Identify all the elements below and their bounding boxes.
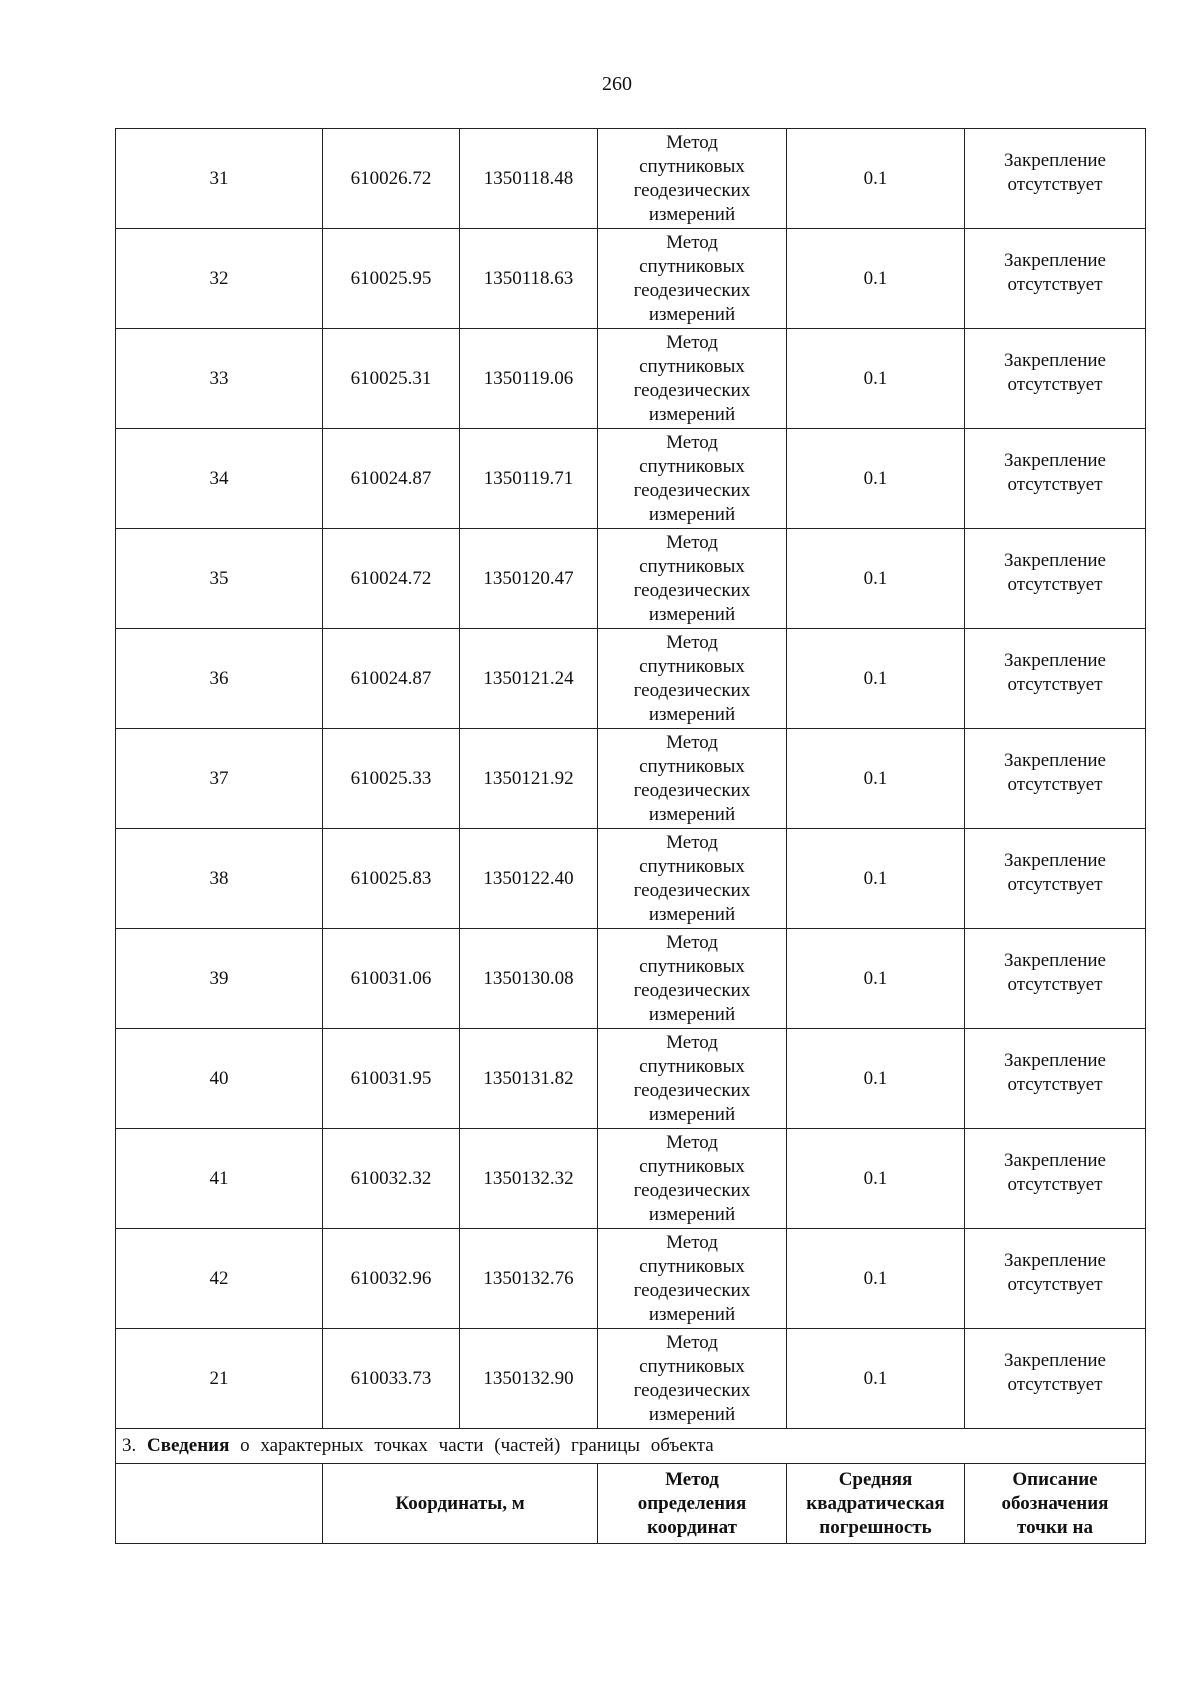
method-line: спутниковых	[639, 855, 745, 877]
fixing-line: Закрепление	[1004, 649, 1106, 671]
x-coordinate-cell: 610032.32	[323, 1129, 460, 1229]
method-line: геодезических	[633, 379, 751, 401]
point-number-cell: 21	[116, 1329, 323, 1429]
method-line: спутниковых	[639, 1155, 745, 1177]
method-line: спутниковых	[639, 955, 745, 977]
y-coordinate-cell: 1350121.24	[460, 629, 598, 729]
point-number-cell: 37	[116, 729, 323, 829]
fixing-cell	[965, 729, 1146, 829]
x-coordinate-cell: 610025.33	[323, 729, 460, 829]
header-description-line: точки на	[1017, 1516, 1093, 1538]
method-line: геодезических	[633, 1079, 751, 1101]
header-accuracy	[787, 1464, 965, 1544]
method-line: Метод	[666, 1231, 718, 1253]
table-body	[116, 129, 1146, 1429]
point-number-cell: 42	[116, 1229, 323, 1329]
header-method	[598, 1464, 787, 1544]
fixing-line: Закрепление	[1004, 849, 1106, 871]
header-accuracy-line: квадратическая	[806, 1492, 945, 1514]
point-number-cell: 35	[116, 529, 323, 629]
x-coordinate-cell: 610025.83	[323, 829, 460, 929]
method-line: Метод	[666, 1331, 718, 1353]
method-line: спутниковых	[639, 455, 745, 477]
table-row	[116, 1029, 1146, 1129]
method-line: геодезических	[633, 979, 751, 1001]
fixing-cell	[965, 1129, 1146, 1229]
method-line: измерений	[648, 503, 736, 525]
y-coordinate-cell: 1350131.82	[460, 1029, 598, 1129]
x-coordinate-cell: 610032.96	[323, 1229, 460, 1329]
fixing-cell	[965, 1029, 1146, 1129]
x-coordinate-cell: 610033.73	[323, 1329, 460, 1429]
point-number-cell: 33	[116, 329, 323, 429]
y-coordinate-cell: 1350119.06	[460, 329, 598, 429]
method-cell	[598, 329, 787, 429]
section-row	[116, 1429, 1146, 1464]
fixing-line: отсутствует	[1007, 173, 1103, 195]
y-coordinate-cell: 1350121.92	[460, 729, 598, 829]
x-coordinate-cell: 610025.95	[323, 229, 460, 329]
method-cell	[598, 1129, 787, 1229]
method-line: спутниковых	[639, 655, 745, 677]
x-coordinate-cell: 610024.87	[323, 429, 460, 529]
method-line: геодезических	[633, 1379, 751, 1401]
fixing-line: отсутствует	[1007, 973, 1103, 995]
method-line: Метод	[666, 531, 718, 553]
method-line: геодезических	[633, 279, 751, 301]
x-coordinate-cell: 610024.87	[323, 629, 460, 729]
method-cell	[598, 629, 787, 729]
table-row	[116, 329, 1146, 429]
fixing-line: отсутствует	[1007, 773, 1103, 795]
fixing-line: отсутствует	[1007, 673, 1103, 695]
fixing-line: Закрепление	[1004, 249, 1106, 271]
header-method-line: координат	[647, 1516, 737, 1538]
method-line: измерений	[648, 803, 736, 825]
method-cell	[598, 429, 787, 529]
fixing-cell	[965, 829, 1146, 929]
method-line: Метод	[666, 231, 718, 253]
method-line: измерений	[648, 303, 736, 325]
fixing-cell	[965, 229, 1146, 329]
y-coordinate-cell: 1350120.47	[460, 529, 598, 629]
accuracy-cell: 0.1	[787, 1229, 965, 1329]
accuracy-cell: 0.1	[787, 1329, 965, 1429]
method-cell	[598, 729, 787, 829]
method-line: измерений	[648, 1103, 736, 1125]
method-cell	[598, 229, 787, 329]
method-line: Метод	[666, 831, 718, 853]
table-row	[116, 729, 1146, 829]
method-line: геодезических	[633, 179, 751, 201]
fixing-cell	[965, 629, 1146, 729]
method-line: измерений	[648, 1303, 736, 1325]
table-row	[116, 929, 1146, 1029]
fixing-cell	[965, 429, 1146, 529]
fixing-line: отсутствует	[1007, 1173, 1103, 1195]
accuracy-cell: 0.1	[787, 829, 965, 929]
fixing-cell	[965, 329, 1146, 429]
header-description	[965, 1464, 1146, 1544]
method-line: Метод	[666, 131, 718, 153]
accuracy-cell: 0.1	[787, 229, 965, 329]
method-line: измерений	[648, 1403, 736, 1425]
method-line: геодезических	[633, 679, 751, 701]
header-empty-cell	[116, 1464, 323, 1544]
table-row	[116, 629, 1146, 729]
method-line: спутниковых	[639, 1255, 745, 1277]
page-number: 260	[602, 73, 632, 95]
table-row	[116, 429, 1146, 529]
header-description-line: обозначения	[1001, 1492, 1109, 1514]
y-coordinate-cell: 1350132.90	[460, 1329, 598, 1429]
fixing-line: отсутствует	[1007, 573, 1103, 595]
table-row	[116, 1129, 1146, 1229]
table-row	[116, 129, 1146, 229]
header-method-line: определения	[637, 1492, 747, 1514]
accuracy-cell: 0.1	[787, 729, 965, 829]
method-line: спутниковых	[639, 155, 745, 177]
method-cell	[598, 129, 787, 229]
header-row	[116, 1464, 1146, 1544]
method-line: измерений	[648, 1203, 736, 1225]
x-coordinate-cell: 610025.31	[323, 329, 460, 429]
table-row	[116, 1329, 1146, 1429]
method-cell	[598, 529, 787, 629]
header-method-line: Метод	[665, 1468, 719, 1490]
y-coordinate-cell: 1350132.76	[460, 1229, 598, 1329]
accuracy-cell: 0.1	[787, 429, 965, 529]
method-line: геодезических	[633, 779, 751, 801]
method-cell	[598, 1029, 787, 1129]
fixing-line: отсутствует	[1007, 473, 1103, 495]
method-line: измерений	[648, 703, 736, 725]
y-coordinate-cell: 1350118.63	[460, 229, 598, 329]
fixing-cell	[965, 1329, 1146, 1429]
method-cell	[598, 829, 787, 929]
method-line: спутниковых	[639, 555, 745, 577]
fixing-line: Закрепление	[1004, 1049, 1106, 1071]
x-coordinate-cell: 610024.72	[323, 529, 460, 629]
method-line: измерений	[648, 1003, 736, 1025]
method-line: измерений	[648, 403, 736, 425]
method-line: Метод	[666, 1131, 718, 1153]
accuracy-cell: 0.1	[787, 929, 965, 1029]
method-line: геодезических	[633, 479, 751, 501]
method-line: спутниковых	[639, 355, 745, 377]
accuracy-cell: 0.1	[787, 1129, 965, 1229]
fixing-line: Закрепление	[1004, 549, 1106, 571]
fixing-line: Закрепление	[1004, 749, 1106, 771]
header-description-line: Описание	[1012, 1468, 1098, 1490]
y-coordinate-cell: 1350122.40	[460, 829, 598, 929]
accuracy-cell: 0.1	[787, 529, 965, 629]
accuracy-cell: 0.1	[787, 1029, 965, 1129]
table-row	[116, 1229, 1146, 1329]
y-coordinate-cell: 1350118.48	[460, 129, 598, 229]
method-line: Метод	[666, 631, 718, 653]
x-coordinate-cell: 610031.06	[323, 929, 460, 1029]
fixing-line: отсутствует	[1007, 373, 1103, 395]
x-coordinate-cell: 610026.72	[323, 129, 460, 229]
method-line: Метод	[666, 431, 718, 453]
y-coordinate-cell: 1350132.32	[460, 1129, 598, 1229]
method-line: измерений	[648, 903, 736, 925]
fixing-line: отсутствует	[1007, 1373, 1103, 1395]
fixing-line: Закрепление	[1004, 949, 1106, 971]
fixing-line: отсутствует	[1007, 273, 1103, 295]
fixing-line: отсутствует	[1007, 873, 1103, 895]
fixing-line: Закрепление	[1004, 1349, 1106, 1371]
fixing-line: Закрепление	[1004, 149, 1106, 171]
fixing-line: отсутствует	[1007, 1073, 1103, 1095]
fixing-line: отсутствует	[1007, 1273, 1103, 1295]
table-row	[116, 229, 1146, 329]
accuracy-cell: 0.1	[787, 329, 965, 429]
method-line: спутниковых	[639, 755, 745, 777]
point-number-cell: 34	[116, 429, 323, 529]
header-coordinates: Координаты, м	[323, 1464, 598, 1544]
method-line: Метод	[666, 731, 718, 753]
fixing-line: Закрепление	[1004, 1249, 1106, 1271]
fixing-cell	[965, 1229, 1146, 1329]
method-line: измерений	[648, 203, 736, 225]
point-number-cell: 38	[116, 829, 323, 929]
point-number-cell: 32	[116, 229, 323, 329]
section-first-word: Сведения	[147, 1435, 230, 1456]
method-line: спутниковых	[639, 255, 745, 277]
y-coordinate-cell: 1350130.08	[460, 929, 598, 1029]
x-coordinate-cell: 610031.95	[323, 1029, 460, 1129]
method-line: геодезических	[633, 1179, 751, 1201]
method-cell	[598, 929, 787, 1029]
point-number-cell: 40	[116, 1029, 323, 1129]
method-line: геодезических	[633, 1279, 751, 1301]
method-line: геодезических	[633, 579, 751, 601]
method-line: Метод	[666, 1031, 718, 1053]
accuracy-cell: 0.1	[787, 629, 965, 729]
table-row	[116, 529, 1146, 629]
method-cell	[598, 1329, 787, 1429]
table-row	[116, 829, 1146, 929]
fixing-line: Закрепление	[1004, 1149, 1106, 1171]
y-coordinate-cell: 1350119.71	[460, 429, 598, 529]
method-line: геодезических	[633, 879, 751, 901]
fixing-cell	[965, 129, 1146, 229]
section-rest: о характерных точках части (частей) границы объекта	[240, 1435, 714, 1456]
coordinates-table	[115, 128, 1146, 1544]
section-number: 3.	[122, 1435, 137, 1456]
fixing-line: Закрепление	[1004, 349, 1106, 371]
header-accuracy-line: погрешность	[819, 1516, 932, 1538]
point-number-cell: 31	[116, 129, 323, 229]
method-line: спутниковых	[639, 1355, 745, 1377]
point-number-cell: 39	[116, 929, 323, 1029]
point-number-cell: 36	[116, 629, 323, 729]
header-accuracy-line: Средняя	[838, 1468, 913, 1490]
method-line: спутниковых	[639, 1055, 745, 1077]
method-cell	[598, 1229, 787, 1329]
fixing-cell	[965, 929, 1146, 1029]
point-number-cell: 41	[116, 1129, 323, 1229]
accuracy-cell: 0.1	[787, 129, 965, 229]
method-line: Метод	[666, 931, 718, 953]
fixing-line: Закрепление	[1004, 449, 1106, 471]
method-line: Метод	[666, 331, 718, 353]
section-title	[116, 1429, 1146, 1464]
method-line: измерений	[648, 603, 736, 625]
fixing-cell	[965, 529, 1146, 629]
